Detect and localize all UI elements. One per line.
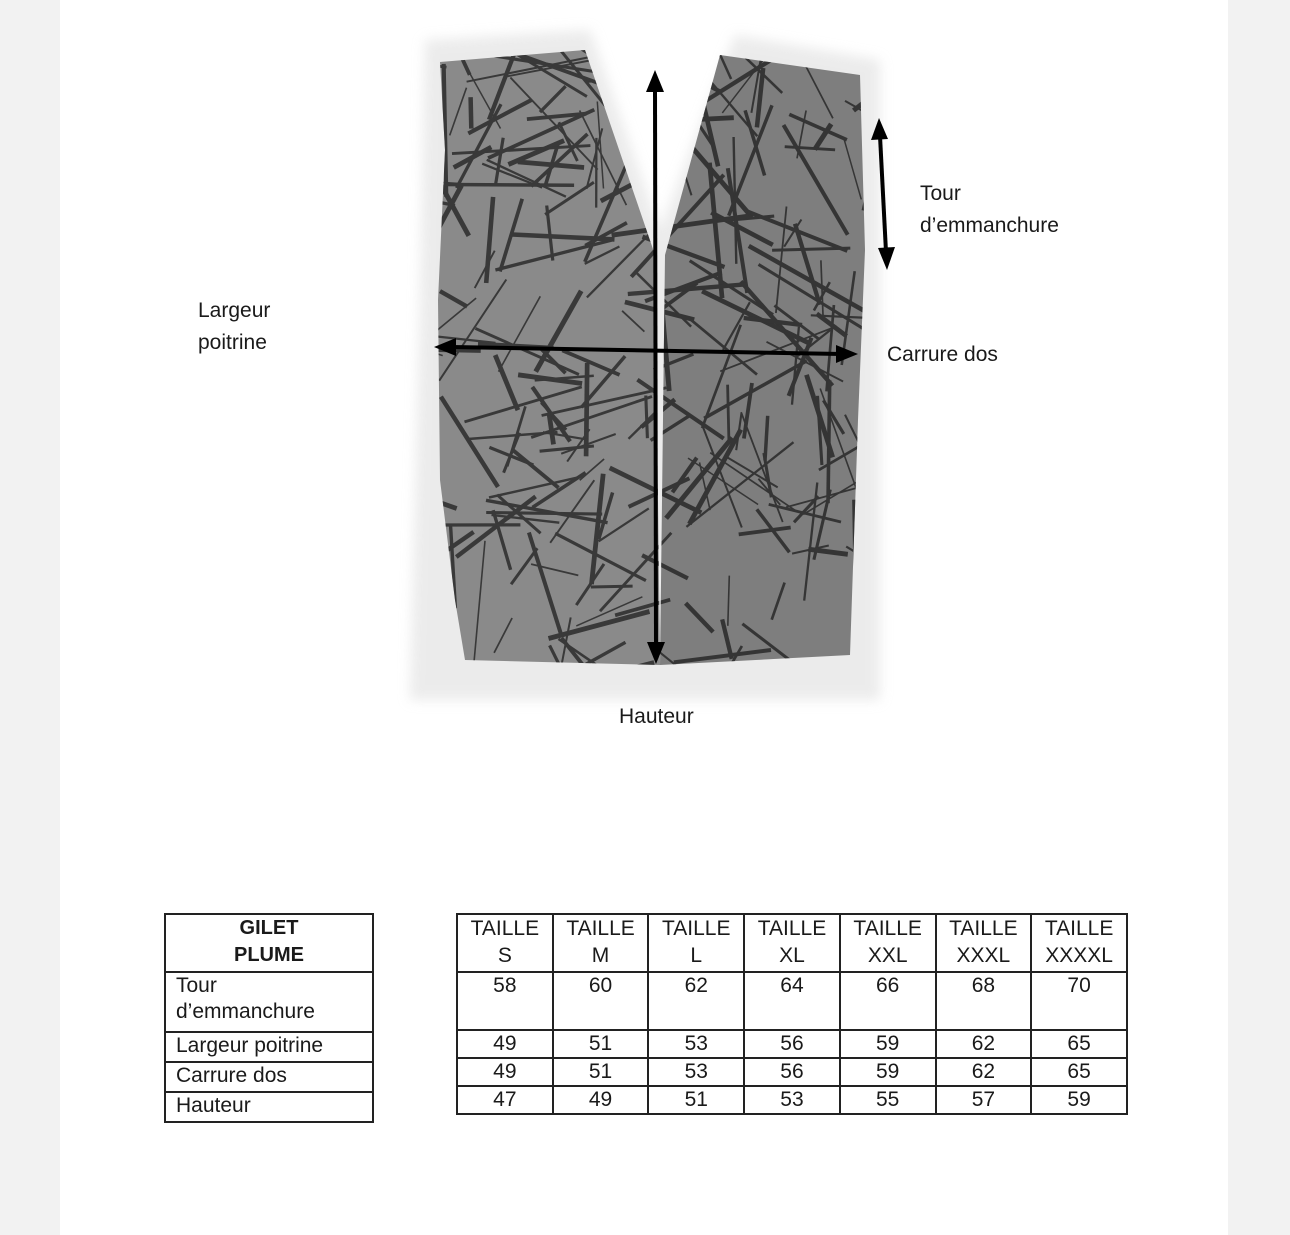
row-label-chest: Largeur poitrine [165,1032,373,1062]
value-cell: 62 [936,1030,1032,1058]
value-cell: 64 [744,972,840,1030]
sketch-stroke [646,396,648,439]
row-label-back: Carrure dos [165,1062,373,1092]
value-cell: 65 [1031,1030,1127,1058]
back-width-label: Carrure dos [887,343,998,366]
sketch-stroke [642,8,665,51]
sketch-stroke [633,0,737,57]
size-header-xxxl: TAILLE XXXL [936,914,1032,972]
sketch-stroke [591,586,633,587]
sketch-stroke [345,270,433,304]
size-header-s: TAILLE S [457,914,553,972]
size-header-xxxxl: TAILLE XXXXL [1031,914,1127,972]
value-cell: 57 [936,1086,1032,1114]
row-label-height: Hauteur [165,1092,373,1122]
table-row [457,1058,1127,1086]
value-cell: 55 [840,1086,936,1114]
vest-right-panel [660,55,865,665]
chest-width-label: Largeur poitrine [198,299,271,354]
value-cell: 51 [553,1058,649,1086]
value-cell: 56 [744,1058,840,1086]
size-header-row [457,914,1127,972]
size-values-table [456,913,1128,1115]
value-cell: 68 [936,972,1032,1030]
value-cell: 51 [648,1086,744,1114]
value-cell: 53 [648,1030,744,1058]
value-cell: 66 [840,972,936,1030]
table-row [457,972,1127,1030]
value-cell: 49 [553,1086,649,1114]
sketch-stroke [623,0,648,63]
value-cell: 62 [648,972,744,1030]
sketch-stroke [656,67,685,134]
sketch-stroke [471,97,472,128]
sketch-stroke [642,120,699,129]
table-row [457,1030,1127,1058]
value-cell: 65 [1031,1058,1127,1086]
value-cell: 53 [648,1058,744,1086]
row-label-armhole: Tour d’emmanchure [165,972,373,1032]
value-cell: 47 [457,1086,553,1114]
measurement-label-table [164,913,374,1123]
sketch-stroke [728,385,729,441]
sketch-stroke [444,185,574,186]
value-cell: 49 [457,1030,553,1058]
size-header-xxl: TAILLE XXL [840,914,936,972]
value-cell: 62 [936,1058,1032,1086]
value-cell: 58 [457,972,553,1030]
value-cell: 60 [553,972,649,1030]
size-header-xl: TAILLE XL [744,914,840,972]
value-cell: 51 [553,1030,649,1058]
product-name-cell: GILET PLUME [165,914,373,972]
table-row [457,1086,1127,1114]
value-cell: 59 [840,1030,936,1058]
value-cell: 59 [1031,1086,1127,1114]
size-header-l: TAILLE L [648,914,744,972]
value-cell: 53 [744,1086,840,1114]
sketch-stroke [444,64,447,197]
value-cell: 59 [840,1058,936,1086]
value-cell: 49 [457,1058,553,1086]
sketch-stroke [834,18,861,49]
value-cell: 70 [1031,972,1127,1030]
size-header-m: TAILLE M [553,914,649,972]
armhole-label: Tour d’emmanchure [920,182,1059,237]
value-cell: 56 [744,1030,840,1058]
height-label: Hauteur [619,705,694,728]
